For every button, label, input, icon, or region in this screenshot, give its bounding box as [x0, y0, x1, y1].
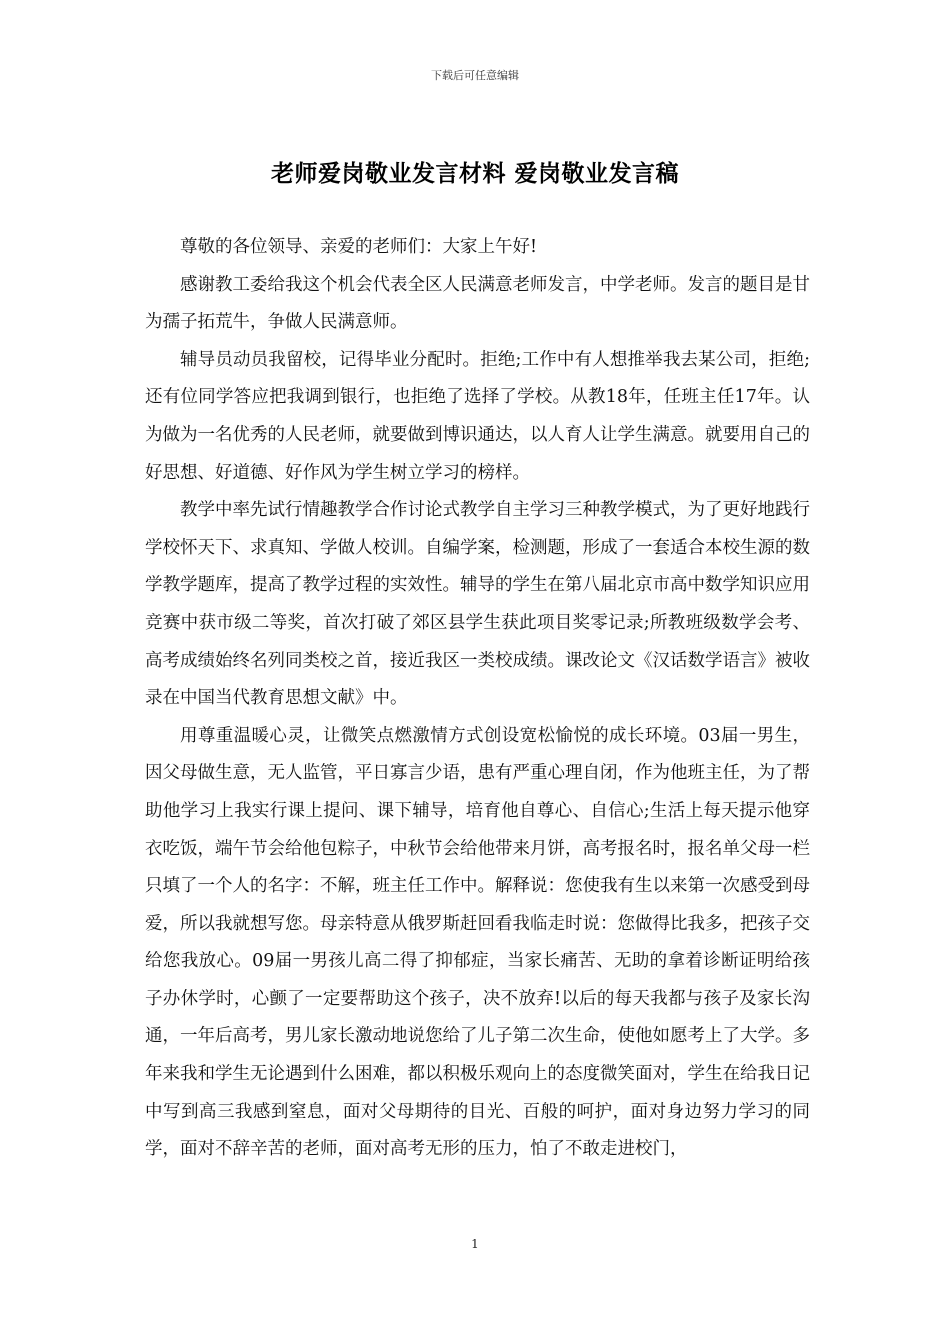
- document-body: [145, 229, 810, 1169]
- paragraph: 用尊重温暖心灵，让微笑点燃激情方式创设宽松愉悦的成长环境。03届一男生，因父母做生意，无人监管，平日寡言少语，患有严重心理自闭，作为他班主任，为了帮助他学习上我实行课上提问、课下辅导，培育他自尊心、自信心;生活上每天提示他穿衣吃饭，端午节会给他包粽子，中秋节会给他带来月饼，高考报名时，报名单父母一栏只填了一个人的名字：不解，班主任工作中。解释说：您使我有生以来第一次感受到母爱，所以我就想写您。母亲特意从俄罗斯赶回看我临走时说：您做得比我多，把孩子交给您我放心。09届一男孩儿高二得了抑郁症，当家长痛苦、无助的拿着诊断证明给孩子办休学时，心颤了一定要帮助这个孩子，决不放弃!以后的每天我都与孩子及家长沟通，一年后高考，男儿家长激动地说您给了儿子第二次生命，使他如愿考上了大学。多年来我和学生无论遇到什么困难，都以积极乐观向上的态度微笑面对，学生在给我日记中写到高三我感到窒息，面对父母期待的目光、百般的呵护，面对身边努力学习的同学，面对不辞辛苦的老师，面对高考无形的压力，怕了不敢走进校门，: [145, 725, 810, 1160]
- document-title: 老师爱岗敬业发言材料 爱岗敬业发言稿: [270, 161, 679, 187]
- page-number: 1: [471, 1237, 479, 1251]
- paragraph: 辅导员动员我留校，记得毕业分配时。拒绝;工作中有人想推举我去某公司，拒绝;还有位同学答应把我调到银行，也拒绝了选择了学校。从教18年，任班主任17年。认为做为一名优秀的人民老师，就要做到博识通达，以人育人让学生满意。就要用自己的好思想、好道德、好作风为学生树立学习的榜样。: [145, 349, 810, 483]
- paragraph: 感谢教工委给我这个机会代表全区人民满意老师发言，中学老师。发言的题目是甘为孺子拓荒牛，争做人民满意师。: [145, 274, 810, 333]
- paragraph: 尊敬的各位领导、亲爱的老师们：大家上午好!: [180, 237, 538, 257]
- header-note: 下载后可任意编辑: [431, 69, 519, 82]
- paragraph: 教学中率先试行情趣教学合作讨论式教学自主学习三种教学模式，为了更好地践行学校怀天下、求真知、学做人校训。自编学案，检测题，形成了一套适合本校生源的数学教学题库，提高了教学过程的实效性。辅导的学生在第八届北京市高中数学知识应用竞赛中获市级二等奖，首次打破了郊区县学生获此项目奖零记录;所教班级数学会考、高考成绩始终名列同类校之首，接近我区一类校成绩。课改论文《汉话数学语言》被收录在中国当代教育思想文献》中。: [145, 500, 810, 709]
